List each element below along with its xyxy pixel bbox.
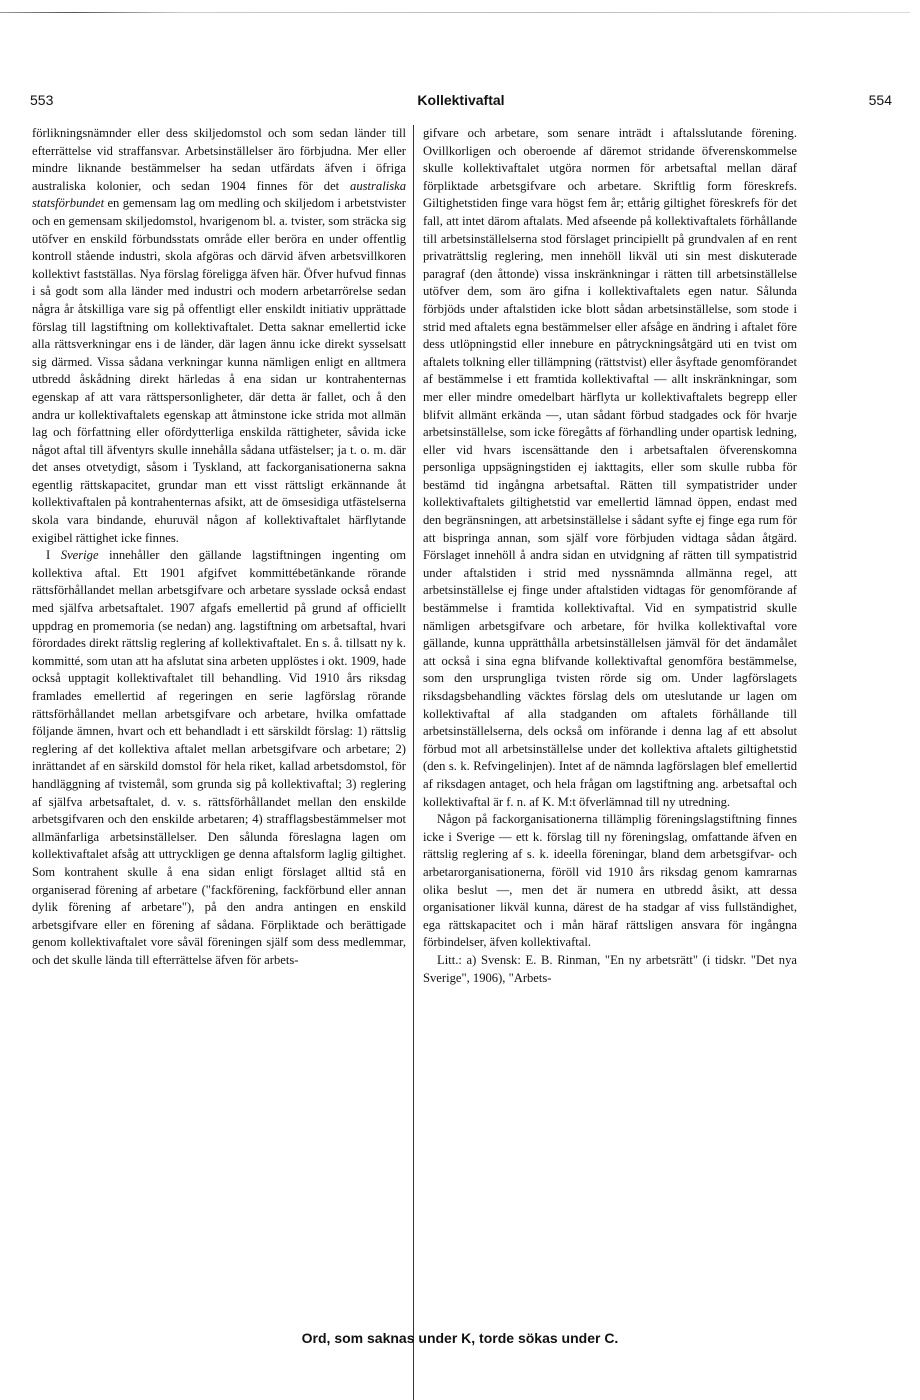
right-column — [423, 125, 797, 987]
right-paragraph-1: gifvare och arbetare, som senare inträdt i aftalsslutande förening. Ovillkorligen och oberoende af däremot stridande öfverenskommelse skulle kollektivaftalet utgöra normen för arbetsaftal mellan däraf förpliktade arbetsgifvare och arbetare. Skriftlig form föreskrefs. Giltighetstiden finge vara högst fem år; ettårig giltighet föreskrefs för det fall, att intet därom aftalats. Med afseende på kollektivaftalets förhållande till arbetsinställelserna stod förslaget principiellt på grundvalen af en rent privaträttslig reglering, men innehöll likväl uti sin mest diskuterade paragraf (den åttonde) vissa inskränkningar i rätten till arbetsinställelse utöfver dem, som äro gifna i kollektivaftalets egen natur. Sålunda förbjöds under aftalstiden icke blott sådan arbetsinställelse, som stode i strid med aftalets egna bestämmelser eller afsåge en ändring i aftalet före dess utlöpningstid eller innebure en påtryckningsåtgärd uti en tvist om aftalets tolkning eller tillämpning (rättstvist) eller åsyftade genomförandet af bestämmelse i ett framtida kollektivaftal — allt inskränkningar, som mer eller mindre omedelbart härflyta ur kollektivaftalets begrepp eller blifvit allmänt erkända —, utan sådant förbud stadgades ock för hvarje arbetsinställelse, som icke föregåtts af förhandling under opartisk ledning, eller vid hvars iscensättande den i arbetsaftalen öfverenskomna personliga uppsägningstiden ej iakttagits, eller som skulle rubba för bestämd tid ingångna arbetsaftal. Rätten till sympatistrider under kollektivaftalets giltighetstid var emellertid lämnad öppen, endast med den begränsningen, att arbetsinställelse i sådant syfte ej finge ega rum för att bispringa annan, som själf vore förbjuden vidtaga sådan åtgärd. Förslaget innehöll å andra sidan en utvidgning af rätten till sympatistrid under aftalstiden i strid med nyssnämnda allmänna regel, att arbetsinställelse ej finge under aftalstiden vidtagas för genomförande af bestämmelse i framtida kollektivaftal. Vid en sympatistrid skulle nämligen arbetsgifvare och arbetare, för hvilka kollektivaftal vore gällande, kunna upprätthålla arbetsinställelsen jämväl för det ändamålet att också i sina egna blifvande kollektivaftal genomföra bestämmelse, som den ursprungliga tvisten rörde sig om. Under lagförslagets riksdagsbehandling väcktes förslag dels om uteslutande ur lagen om kollektivaftal af alla stadganden om aftalets förhållande till arbetsinställelserna, dels också om införande i denna lag af ett absolut förbud mot all arbetsinställelse under det kollektiva aftalets giltighetstid (den s. k. Refvingelinjen). Intet af de nämnda lagförslagen blef emellertid af riksdagen antaget, och hela frågan om lagstiftning ang. arbetsaftal och kollektivaftal är f. n. af K. M:t öfverlämnad till ny utredning. — [423, 126, 797, 809]
left-paragraph-1 — [32, 125, 406, 547]
left-p1b-text: en gemensam lag om medling och skiljedom i arbetstvister och en gemensam skiljedomstol, hvarigenom bl. a. tvister, som sträcka sig utöfver en enskild förbundsstats område eller beröra en under offentlig kontroll stående industri, skola afgöras och därvid äfven arbetsvillkoren kollektivt fastställas. Nya förslag föreligga äfven här. Öfver hufvud finnas i så godt som alla länder med industri och modern arbetarrörelse sedan några år åtskilliga vare sig på offentligt eller enskildt initiativ upprättade förslag till lagstiftning om kollektivaftalet. Detta saknar emellertid icke alla rättsverkningar ens i de länder, där lagen ännu icke direkt sysselsatt sig därmed. Vissa sådana verkningar kunna nämligen enligt en alltmera utbredd åskådning direkt härledas å ena sidan ur kontrahenternas egenskap af att vara rättspersonligheter, där detta är fallet, och å den andra ur kollektivaftalets egenskap att åtminstone icke strida mot allmän lag och författning eller ofördytterliga enskilda rättigheter, såvida icke något aftal till äfventyrs skulle innehålla sådana utfästelser; ja t. o. m. där det anses otvetydigt, såsom i Tyskland, att fackorganisationerna sakna egentlig rättskapacitet, grundar man ett visst rättsligt erkännande åt kollektivaftalen på kontrahenternas afsikt, att de ömsesidiga utfästelserna skola vara bindande, ehuruväl någon af kollektivaftalet härflytande exigibel rättighet icke finnes. — [32, 196, 406, 545]
left-column — [32, 125, 406, 970]
page-number-left: 553 — [30, 92, 54, 108]
scan-edge-line — [0, 12, 910, 13]
page-number-right: 554 — [868, 92, 892, 108]
left-p2-start: I — [46, 548, 51, 563]
page-header — [30, 92, 892, 114]
left-p1-text: förlikningsnämnder eller dess skiljedomstol och som sedan länder till efterrättelse vid straffansvar. Arbetsinställelser äro förbjudna. Mer eller mindre liknande bestämmelser ha sedan utfärdats äfven i öfriga australiska kolonier, och sedan 1904 finnes för det — [32, 126, 406, 193]
right-paragraph-3: Litt.: a) Svensk: E. B. Rinman, "En ny arbetsrätt" (i tidskr. "Det nya Sverige", 1906), "Arbets- — [423, 952, 797, 985]
column-divider — [413, 125, 414, 1400]
right-paragraph-2: Någon på fackorganisationerna tillämplig föreningslagstiftning finnes icke i Sverige — ett k. förslag till ny föreningslag, omfattande äfven en rättslig reglering af s. k. ideella föreningar, bland dem arbetsgifvar- och arbetarorganisationerna, föröll vid 1910 års riksdag genom kamrarnas olika beslut —, men det är numera en utbredd åsikt, att dessa organisationer likväl kunna, därest de ha stadgar af viss fullständighet, ega rättskapacitet och i mån häraf rättsligen ansvara för ingångna förbindelser, äfven kollektivaftal. — [423, 812, 797, 950]
left-p2-text: innehåller den gällande lagstiftningen ingenting om kollektiva aftal. Ett 1901 afgifvet kommittébetänkande rörande rättsförhållandet mellan arbetsgifvare och arbetare sysslade också endast med själfva arbetsaftalet. 1907 afgafs emellertid på grund af officiellt uppdrag en promemoria (se nedan) ang. lagstiftning om arbetsaftal, hvari förordades direkt rättslig reglering af kollektivaftalet. En s. å. tillsatt ny k. kommitté, som utan att ha afslutat sina arbeten upplöstes i okt. 1909, hade också upptagit kollektivaftalet till behandling. Vid 1910 års riksdag framlades emellertid af regeringen en serie lagförslag rörande rättsförhållandet mellan arbetsgifvare och arbetare, hvilka omfattade följande ämnen, hvart och ett behandladt i ett särskildt förslag: 1) rättslig reglering af det kollektiva aftalet mellan arbetsgifvare och arbetare; 2) inrättandet af en särskild domstol för hela riket, kallad arbetsdomstol, för handläggning af tvistemål, som grunda sig på kollektivaftal; 3) reglering af själfva arbetsaftalet, d. v. s. rättsförhållandet mellan den enskilde arbetsgifvaren och den enskilde arbetaren; 4) strafflagsbestämmelser mot allmänfarliga arbetsinställelser. Den sålunda föreslagna lagen om kollektivaftalet afsåg att uttryckligen ge denna aftalsform laglig giltighet. Som kontrahent skulle å ena sidan enligt förslaget alltid stå en organiserad förening af arbetare ("fackförening, fackförbund eller annan dylik förening af arbetare"), på den andra antingen en enskild arbetsgifvare eller en förening af sådana. Förpliktade och berättigade genom kollektivaftalet vore såväl föreningen själf som dess medlemmar, och det skulle lända till efterrättelse äfven för arbets- — [32, 548, 406, 967]
running-title: Kollektivaftal — [417, 92, 505, 108]
left-paragraph-2 — [32, 547, 406, 969]
left-p1-emphasis: australiska statsförbundet — [32, 178, 406, 211]
left-p2-emphasis: Sverige — [60, 548, 99, 563]
footer-note: Ord, som saknas under K, torde sökas under C. — [301, 1330, 619, 1346]
